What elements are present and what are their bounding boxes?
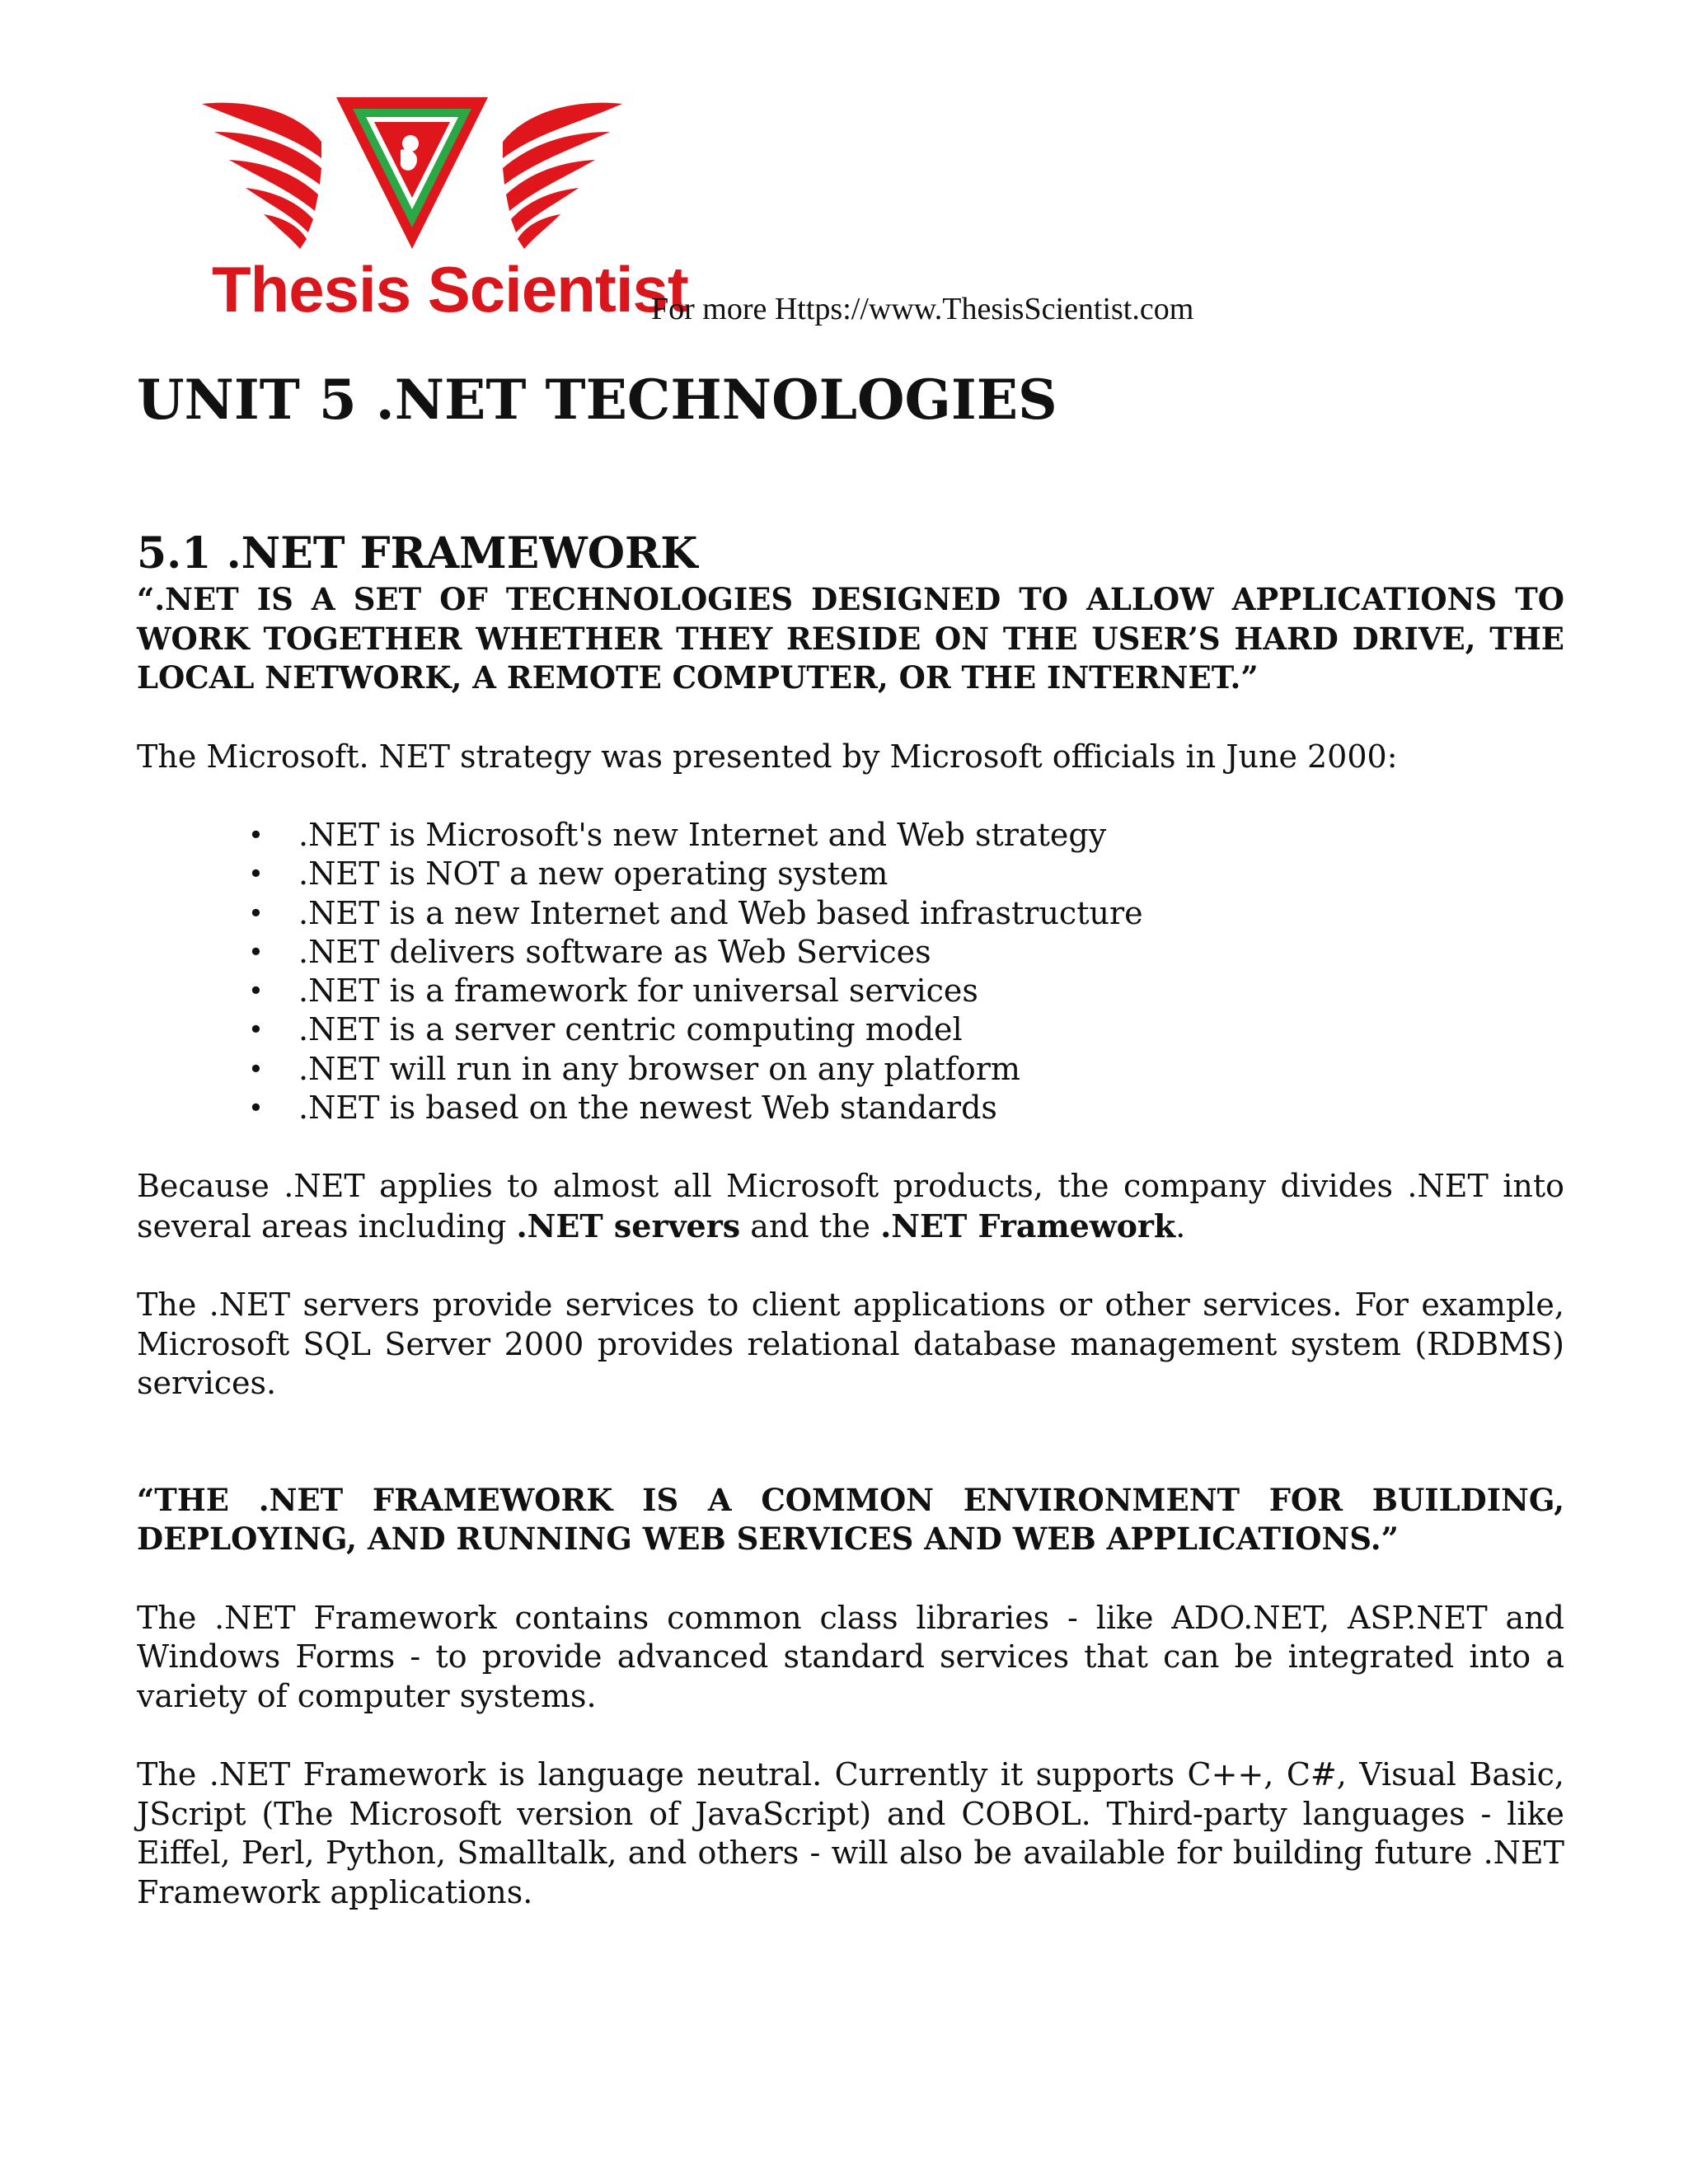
definition-quote-2: “THE .NET FRAMEWORK IS A COMMON ENVIRONMENT FOR BUILDING, DEPLOYING, AND RUNNING WEB SERVICES AND WEB APPLICATIONS.” xyxy=(137,1481,1564,1558)
section-title: 5.1 .NET FRAMEWORK xyxy=(137,528,698,579)
list-item: • .NET is a server centric computing model xyxy=(137,1010,1564,1049)
triangle-emblem-icon xyxy=(336,97,488,249)
list-item: • .NET is NOT a new operating system xyxy=(137,855,1564,893)
areas-paragraph: Because .NET applies to almost all Microsoft products, the company divides .NET into several areas including .NET servers and the .NET Framework. xyxy=(137,1168,1564,1244)
servers-paragraph: The .NET servers provide services to client applications or other services. For example, Microsoft SQL Server 2000 provides relational database management system (RDBMS) services. xyxy=(137,1286,1564,1402)
strategy-intro: The Microsoft. NET strategy was presented by Microsoft officials in June 2000: xyxy=(137,738,1398,775)
bullet-icon: • xyxy=(248,1014,264,1046)
net-servers-term: .NET servers xyxy=(516,1207,741,1244)
unit-title: UNIT 5 .NET TECHNOLOGIES xyxy=(137,368,1057,432)
bullet-icon: • xyxy=(248,858,264,890)
bullet-icon: • xyxy=(248,975,264,1007)
document-body xyxy=(137,363,1564,1912)
strategy-list xyxy=(137,816,1564,1127)
definition-quote-1: “.NET IS A SET OF TECHNOLOGIES DESIGNED TO ALLOW APPLICATIONS TO WORK TOGETHER WHETHER THEY RESIDE ON THE USER’S HARD DRIVE, THE LOCAL NETWORK, A REMOTE COMPUTER, OR THE INTERNET.” xyxy=(137,581,1564,696)
list-item: • .NET delivers software as Web Services xyxy=(137,933,1564,972)
list-item: • .NET is based on the newest Web standards xyxy=(137,1089,1564,1127)
right-wing-icon xyxy=(503,103,622,249)
bullet-icon: • xyxy=(248,1052,264,1085)
languages-paragraph: The .NET Framework is language neutral. Currently it supports C++, C#, Visual Basic, JScript (The Microsoft version of JavaScript) and COBOL. Third-party languages - like Eiffel, Perl, Python, Smalltalk, and others - will also be available for building future .NET Framework applications. xyxy=(137,1756,1564,1910)
list-item: • .NET is a framework for universal services xyxy=(137,972,1564,1010)
logo-text: Thesis Scientist xyxy=(212,253,688,326)
left-wing-icon xyxy=(202,103,321,249)
list-item: • .NET will run in any browser on any platform xyxy=(137,1050,1564,1089)
net-framework-term: .NET Framework xyxy=(880,1207,1176,1244)
list-item: • .NET is a new Internet and Web based infrastructure xyxy=(137,894,1564,933)
bullet-icon: • xyxy=(248,935,264,968)
bullet-icon: • xyxy=(248,819,264,851)
website-link[interactable]: For more Https://www.ThesisScientist.com xyxy=(651,292,1194,326)
list-item: • .NET is Microsoft's new Internet and Web strategy xyxy=(137,816,1564,855)
bullet-icon: • xyxy=(248,1092,264,1124)
libraries-paragraph: The .NET Framework contains common class libraries - like ADO.NET, ASP.NET and Windows Forms - to provide advanced standard services that can be integrated into a variety of computer systems. xyxy=(137,1599,1564,1714)
bullet-icon: • xyxy=(248,897,264,929)
